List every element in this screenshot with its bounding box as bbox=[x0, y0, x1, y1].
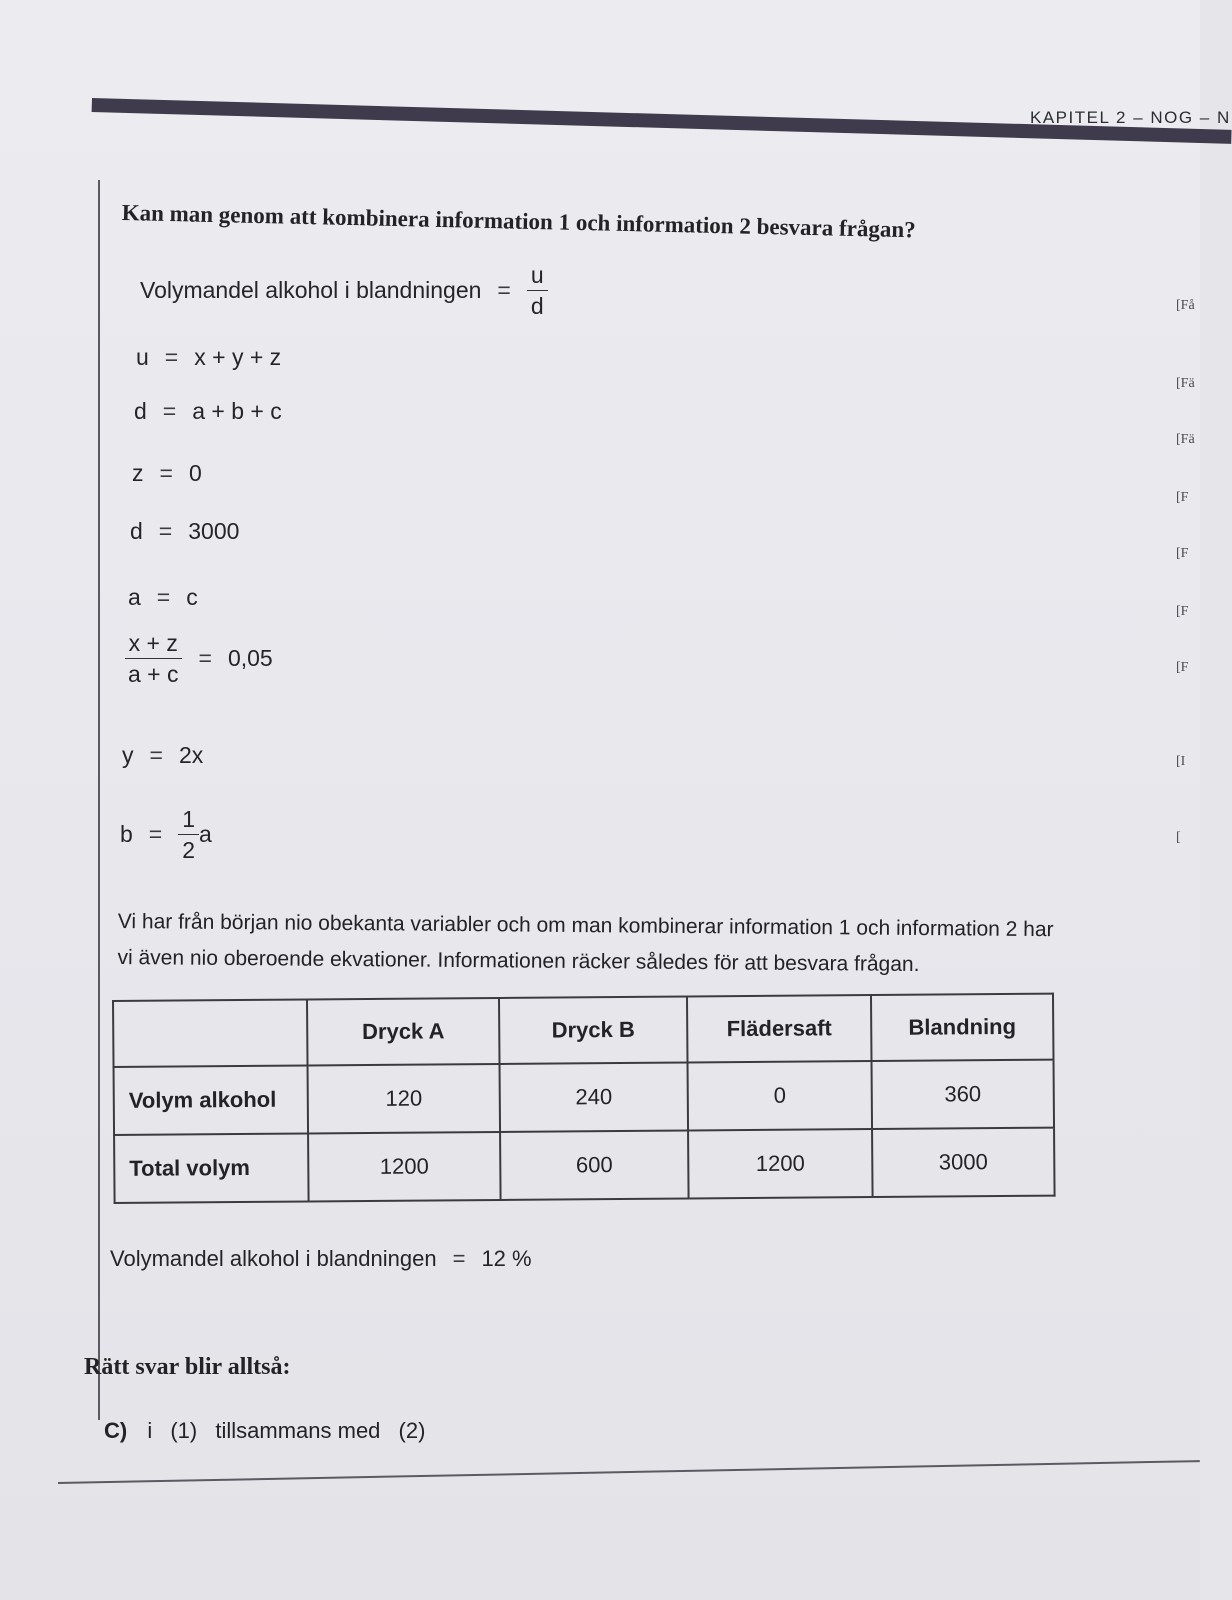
equals-sign: = bbox=[149, 742, 163, 768]
answer-part: (1) bbox=[170, 1418, 198, 1443]
equals-sign: = bbox=[156, 584, 171, 610]
equation-lhs: d bbox=[134, 398, 147, 424]
question-heading: Kan man genom att kombinera information 1 och information 2 besvara frågan? bbox=[121, 200, 916, 243]
equation-lhs: d bbox=[130, 518, 143, 544]
equals-sign: = bbox=[452, 1246, 466, 1271]
table-header-cell bbox=[113, 999, 308, 1067]
denominator: 2 bbox=[182, 837, 196, 864]
margin-tag: [I bbox=[1176, 754, 1186, 769]
result-label: Volymandel alkohol i blandningen bbox=[110, 1246, 437, 1271]
equation-y bbox=[122, 742, 203, 769]
answer-part: i bbox=[147, 1418, 153, 1443]
table-row bbox=[114, 1060, 1055, 1135]
explanation-paragraph bbox=[117, 904, 1138, 985]
equation-rhs: 0 bbox=[188, 460, 202, 486]
table-cell: 600 bbox=[500, 1130, 689, 1199]
numerator: u bbox=[527, 262, 548, 291]
equation-ratio bbox=[124, 630, 273, 688]
equals-sign: = bbox=[164, 344, 179, 370]
explanation-line: Vi har från början nio obekanta variabler och om man kombinerar information 1 och information 2 har bbox=[117, 909, 1054, 942]
equals-sign: = bbox=[148, 821, 163, 848]
equals-sign: = bbox=[159, 460, 173, 486]
margin-tag: [F bbox=[1176, 660, 1189, 675]
answer-part: (2) bbox=[398, 1418, 426, 1443]
numerator: 1 bbox=[178, 806, 199, 835]
equation-lhs: u bbox=[136, 344, 149, 370]
left-frame-line bbox=[98, 180, 100, 1420]
fraction bbox=[124, 630, 183, 688]
equals-sign: = bbox=[158, 518, 173, 544]
equation-d-value bbox=[130, 518, 239, 545]
formula-volume-fraction bbox=[140, 262, 548, 320]
margin-tag: [F bbox=[1176, 546, 1189, 561]
equation-z bbox=[132, 460, 202, 487]
equation-lhs: z bbox=[132, 460, 144, 486]
equation-d-sum bbox=[134, 398, 282, 425]
table-cell: 1200 bbox=[308, 1132, 501, 1202]
equation-u bbox=[136, 344, 281, 371]
table-cell: 240 bbox=[500, 1062, 689, 1131]
table-header-row bbox=[113, 994, 1053, 1067]
equation-rhs: 3000 bbox=[188, 518, 240, 544]
equation-rhs: a + b + c bbox=[192, 398, 282, 424]
equation-lhs: b bbox=[120, 821, 133, 848]
margin-tag: [F bbox=[1176, 490, 1189, 505]
fraction bbox=[178, 806, 199, 864]
explanation-line: vi även nio oberoende ekvationer. Informationen räcker således för att besvara frågan. bbox=[117, 945, 920, 976]
result-line bbox=[110, 1246, 532, 1272]
bottom-frame-line bbox=[58, 1460, 1200, 1484]
equation-rhs: x + y + z bbox=[194, 344, 282, 370]
equation-rhs: 0,05 bbox=[227, 645, 273, 672]
margin-tag: [Fä bbox=[1176, 376, 1195, 391]
table-cell: 3000 bbox=[872, 1128, 1055, 1197]
table-cell: 1200 bbox=[688, 1129, 873, 1198]
table-header-cell: Blandning bbox=[871, 994, 1054, 1061]
table-row-label: Volym alkohol bbox=[114, 1065, 309, 1135]
equals-sign: = bbox=[198, 645, 212, 672]
table-cell: 360 bbox=[872, 1060, 1055, 1129]
equation-a bbox=[128, 584, 198, 611]
margin-tag: [Fä bbox=[1176, 432, 1195, 447]
answer-line bbox=[104, 1418, 437, 1444]
denominator: a + c bbox=[128, 661, 179, 688]
fraction bbox=[527, 262, 548, 320]
formula-label: Volymandel alkohol i blandningen bbox=[140, 277, 482, 304]
denominator: d bbox=[530, 293, 544, 320]
equation-suffix: a bbox=[199, 821, 212, 848]
equation-rhs: 2x bbox=[178, 742, 204, 768]
equation-b bbox=[120, 806, 212, 864]
table-row bbox=[114, 1128, 1055, 1203]
table-header-cell: Flädersaft bbox=[687, 995, 872, 1062]
table-cell: 0 bbox=[688, 1061, 873, 1130]
margin-tag: [Få bbox=[1176, 298, 1195, 313]
margin-tag: [F bbox=[1176, 604, 1189, 619]
result-value: 12 % bbox=[481, 1246, 532, 1271]
equation-rhs: c bbox=[186, 584, 198, 610]
answer-heading: Rätt svar blir alltså: bbox=[84, 1354, 291, 1380]
numerator: x + z bbox=[125, 630, 182, 659]
table-row-label: Total volym bbox=[114, 1133, 309, 1203]
equation-lhs: a bbox=[128, 584, 141, 610]
equals-sign: = bbox=[497, 277, 511, 304]
table-header-cell: Dryck B bbox=[499, 996, 688, 1063]
answer-part: tillsammans med bbox=[215, 1418, 381, 1443]
table-header-cell: Dryck A bbox=[307, 998, 500, 1066]
equals-sign: = bbox=[162, 398, 177, 424]
volume-table bbox=[112, 993, 1056, 1204]
table-cell: 120 bbox=[308, 1064, 501, 1134]
answer-letter: C) bbox=[104, 1418, 128, 1443]
margin-tag: [ bbox=[1176, 830, 1181, 845]
data-table bbox=[112, 993, 1056, 1204]
running-head: KAPITEL 2 – NOG – N bbox=[1030, 108, 1231, 127]
equation-lhs: y bbox=[122, 742, 134, 768]
